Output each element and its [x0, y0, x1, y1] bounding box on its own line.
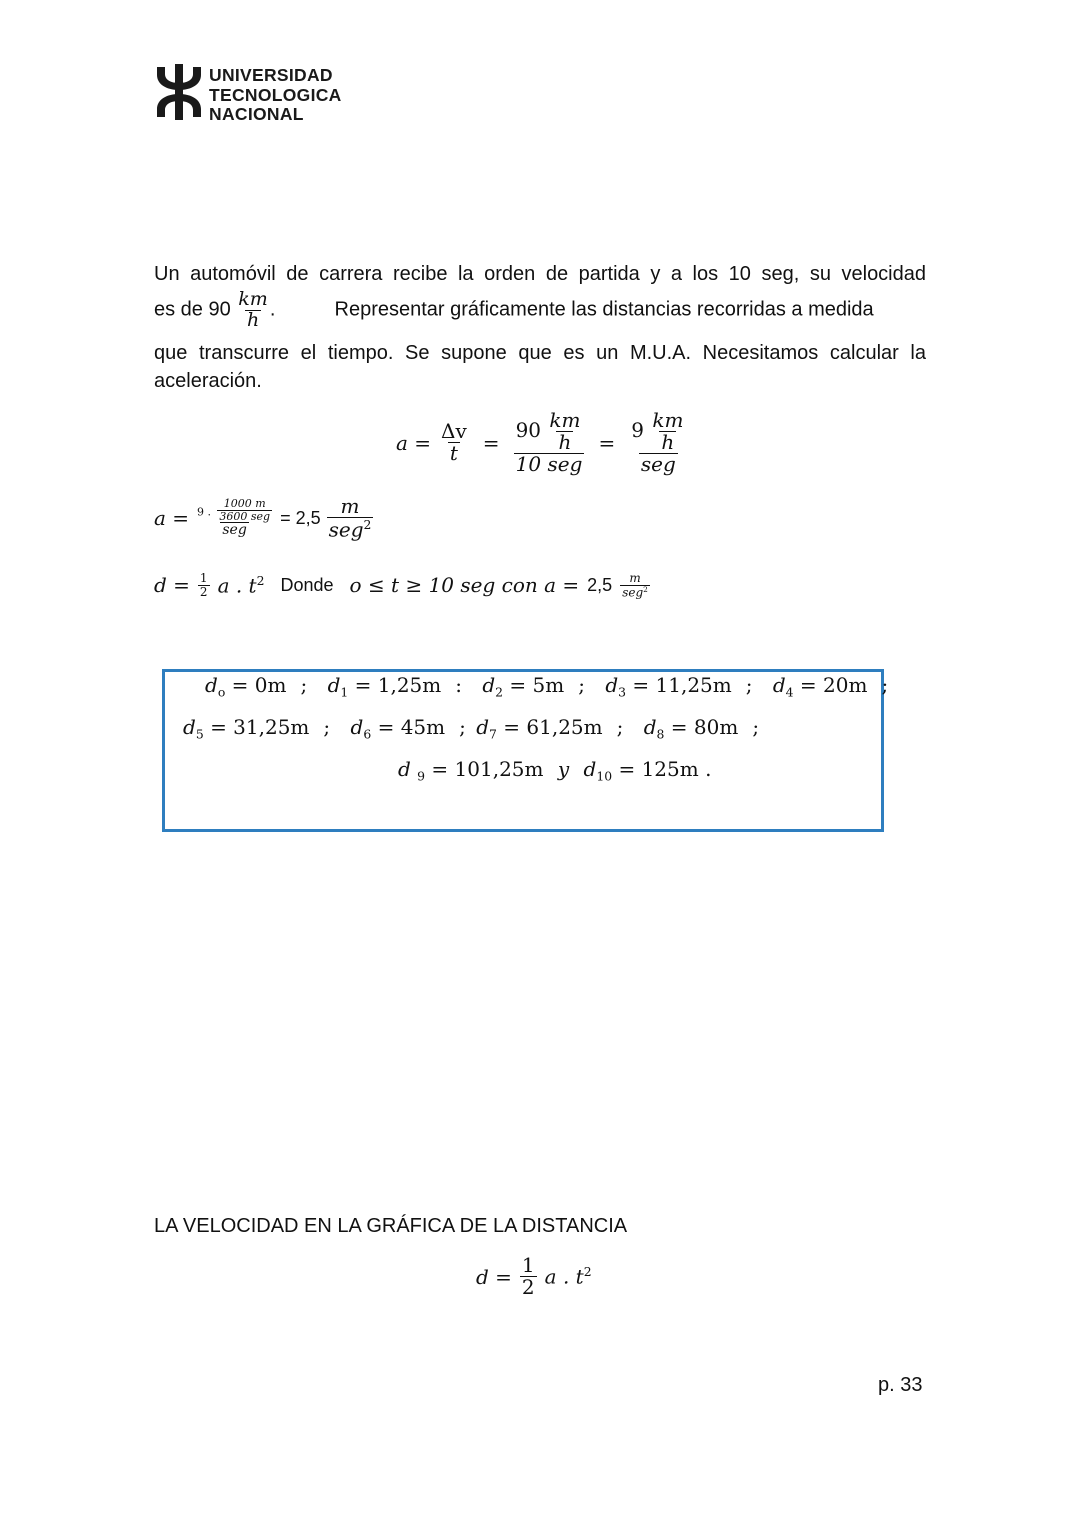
- numerator: [629, 410, 687, 453]
- section-heading: LA VELOCIDAD EN LA GRÁFICA DE LA DISTANCIA: [154, 1215, 628, 1237]
- subscript: 7: [489, 726, 497, 742]
- two: 2: [199, 584, 208, 599]
- value: = 80m: [670, 715, 739, 739]
- km: km: [549, 408, 581, 432]
- delta-v-over-t: [439, 421, 469, 464]
- value-90: 90: [515, 418, 542, 442]
- a-dot-t-squared: [218, 573, 265, 597]
- speed-unit-numerator: km: [238, 288, 268, 310]
- two: 2: [521, 1275, 535, 1299]
- seg-squared: [620, 585, 650, 599]
- t: t: [449, 441, 458, 465]
- seg-squared: [327, 517, 374, 540]
- speed-text: es de 90: [154, 298, 231, 321]
- subscript: 1: [340, 684, 349, 700]
- value: = 1,25m: [354, 673, 442, 697]
- distance-formula-centered: [476, 1255, 592, 1298]
- exponent: 2: [363, 517, 372, 532]
- separator: :: [455, 673, 462, 697]
- subscript: 2: [495, 684, 504, 700]
- time-range: o ≤ t ≥ 10 seg con a =: [349, 573, 580, 598]
- paragraph-line-2-end: Representar gráficamente las distancias recorridas a medida: [334, 298, 874, 321]
- m1000: 1000 m: [223, 497, 266, 511]
- m-per-seg-fraction: [217, 498, 272, 522]
- value: = 31,25m: [210, 715, 310, 739]
- d0: $d_o = 0m$: [205, 673, 287, 700]
- numerator: [514, 410, 585, 453]
- formula-lhs: a =: [154, 506, 190, 531]
- m: m: [340, 494, 360, 518]
- ten-seg: 10 seg: [515, 452, 583, 476]
- separator: ;: [745, 673, 753, 697]
- nine-kmh-over-seg: [629, 410, 687, 475]
- d8: $d_8 = 80m$: [643, 715, 739, 742]
- subscript: 8: [656, 726, 665, 742]
- exponent: 2: [643, 584, 648, 594]
- separator: ;: [300, 673, 308, 697]
- d7: $d_7 = 61,25m$: [476, 715, 603, 742]
- value: = 0m: [231, 673, 287, 697]
- kmh-fraction: [547, 410, 582, 453]
- d-equals: d =: [154, 573, 190, 598]
- paragraph-line-3: que transcurre el tiempo. Se supone que es un M.U.A. Necesitamos calcular la: [154, 342, 926, 364]
- d-equals: d =: [476, 1264, 512, 1289]
- numerator: [195, 498, 274, 522]
- seg: seg: [640, 452, 676, 476]
- value: = 101,25m: [431, 757, 544, 781]
- kmh-fraction: [650, 410, 685, 453]
- ninety-kmh-over-ten-seg: [514, 410, 585, 475]
- exponent: 2: [256, 573, 265, 589]
- subscript: 10: [596, 768, 613, 784]
- d10: $d_{10} = 125m$ .: [583, 757, 712, 784]
- seg: seg: [328, 517, 364, 542]
- d2: $d_2 = 5m$: [482, 673, 565, 700]
- separator: ;: [616, 715, 624, 739]
- separator: ;: [578, 673, 585, 697]
- d3: $d_3 = 11,25m$: [605, 673, 732, 700]
- separator: ;: [323, 715, 331, 739]
- acceleration-formula: [396, 410, 687, 475]
- university-line: TECNOLOGICA: [209, 84, 342, 105]
- nine-dot: 9 .: [197, 505, 212, 519]
- distances-line-2: [183, 715, 773, 741]
- value: = 45m: [377, 715, 446, 739]
- subscript: 6: [363, 726, 372, 742]
- m-per-seg-sq-small: [620, 572, 650, 599]
- one: 1: [521, 1253, 535, 1277]
- utn-logo-icon: [157, 64, 201, 120]
- equals: =: [598, 430, 616, 455]
- h: h: [558, 430, 572, 454]
- subscript: 9: [417, 768, 426, 784]
- d1: $d_1 = 1,25m$: [327, 673, 442, 700]
- paragraph-line-2: [154, 290, 926, 331]
- value-9: 9: [631, 418, 644, 442]
- delta-v: Δv: [441, 419, 467, 443]
- university-line: NACIONAL: [209, 104, 304, 124]
- paragraph-line-4: aceleración.: [154, 370, 262, 392]
- conversion-fraction: [195, 498, 274, 538]
- donde-label: Donde: [280, 574, 334, 595]
- distances-line-1: [205, 673, 888, 699]
- subscript: 4: [785, 684, 794, 700]
- value: = 61,25m: [503, 715, 603, 739]
- distances-line-3: [398, 757, 711, 783]
- one-half: [520, 1255, 537, 1298]
- equals-value: = 2,5: [280, 507, 321, 528]
- equals: =: [482, 430, 500, 455]
- one: 1: [199, 571, 208, 586]
- paragraph-line-1: Un automóvil de carrera recibe la orden de partida y a los 10 seg, su velocidad: [154, 263, 926, 285]
- seg: seg: [222, 522, 247, 539]
- separator: ;: [459, 715, 466, 739]
- d9: d $_9$ = 101,25m: [398, 757, 544, 784]
- one-half: [198, 572, 210, 598]
- period: .: [269, 298, 276, 321]
- value: = 125m .: [618, 757, 712, 781]
- value: = 20m: [799, 673, 868, 697]
- formula-lhs: a =: [396, 430, 432, 455]
- a-t: a . t: [217, 573, 257, 598]
- conjunction: y: [557, 757, 570, 781]
- a-dot-t-squared: [545, 1264, 592, 1288]
- subscript: o: [217, 684, 226, 700]
- m: m: [629, 571, 641, 585]
- separator: ;: [881, 673, 889, 697]
- s3600: 3600 seg: [219, 509, 271, 523]
- value: = 5m: [509, 673, 565, 697]
- m-per-seg-sq: [327, 496, 374, 540]
- a-t: a . t: [544, 1264, 584, 1289]
- page-number: p. 33: [878, 1374, 923, 1396]
- speed-unit-denominator: h: [246, 308, 260, 331]
- d4: $d_4 = 20m$: [772, 673, 868, 700]
- value: = 11,25m: [632, 673, 732, 697]
- d6: $d_6 = 45m$: [350, 715, 446, 742]
- d5: $d_5 = 31,25m$: [183, 715, 310, 742]
- exponent: 2: [583, 1264, 592, 1280]
- km: km: [652, 408, 684, 432]
- distance-formula: [154, 572, 650, 599]
- subscript: 3: [618, 684, 627, 700]
- university-line: UNIVERSIDAD: [209, 65, 333, 85]
- separator: ;: [752, 715, 760, 739]
- university-name: [209, 66, 342, 125]
- accel-value: 2,5: [587, 574, 613, 595]
- subscript: 5: [195, 726, 204, 742]
- speed-unit-fraction: [236, 290, 270, 331]
- acceleration-result-formula: [154, 496, 373, 540]
- seg: seg: [622, 585, 644, 600]
- h: h: [661, 430, 675, 454]
